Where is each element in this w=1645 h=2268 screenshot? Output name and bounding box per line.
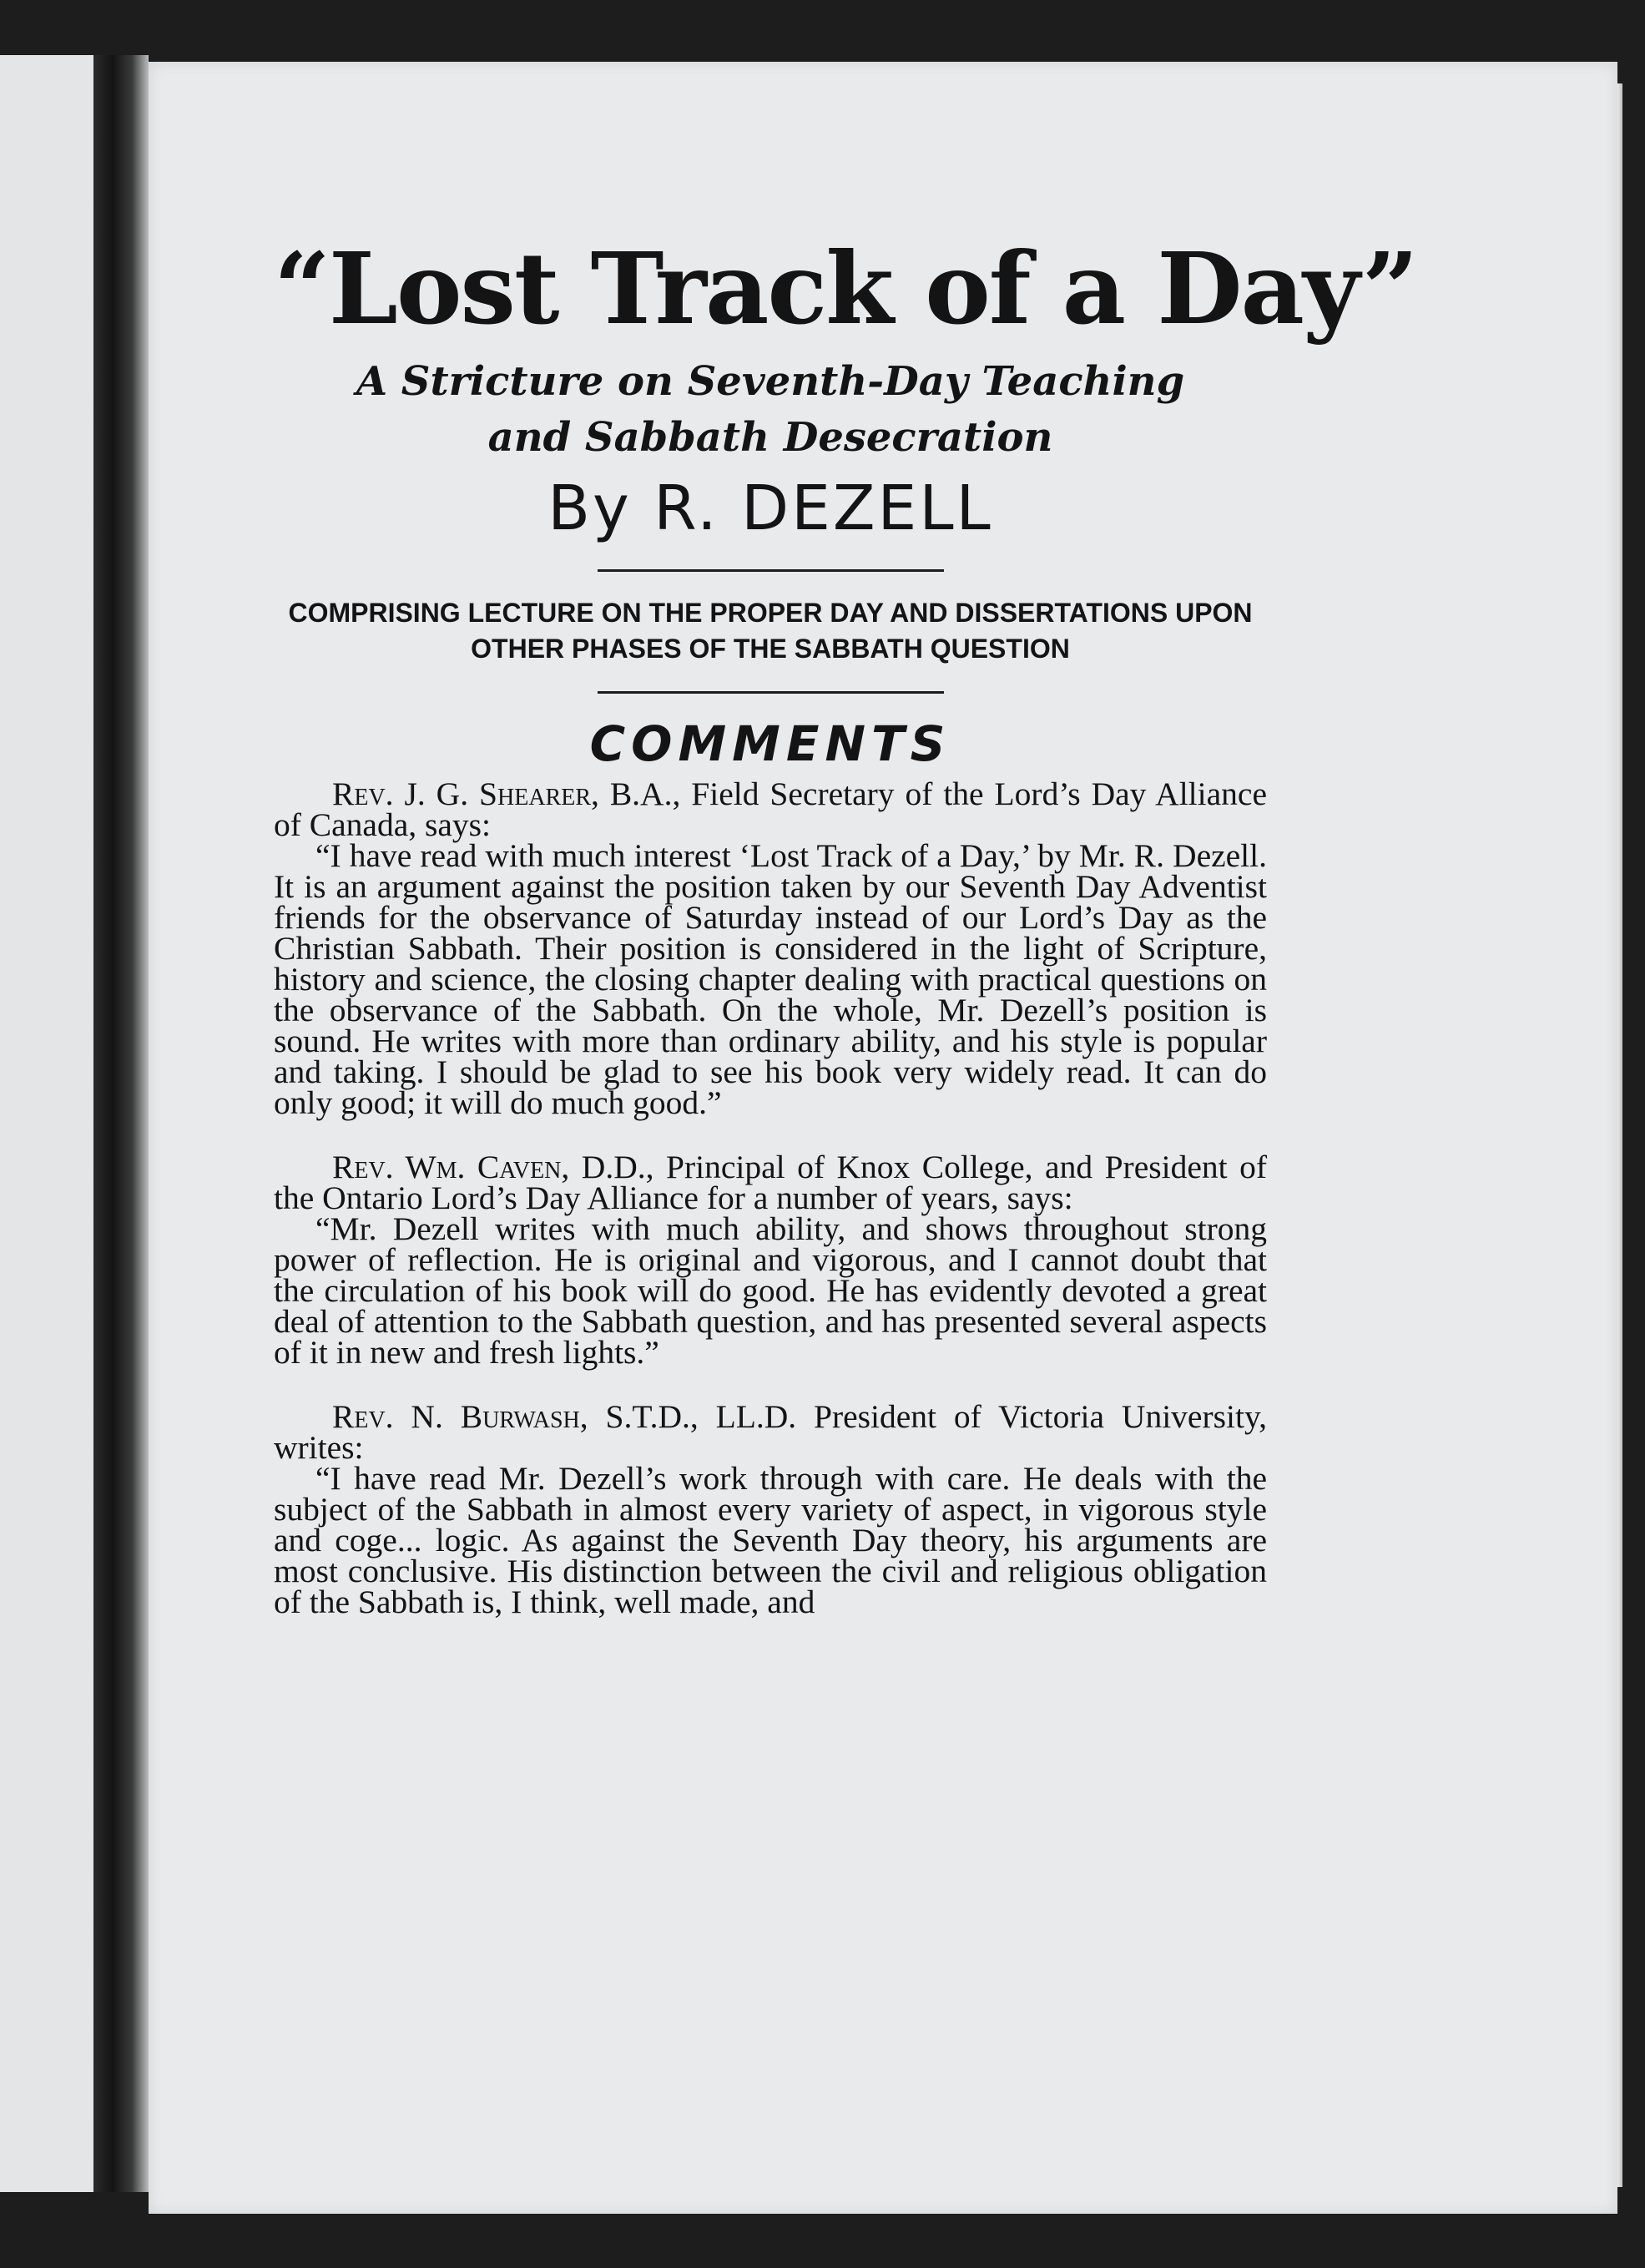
comment-author: Rev. J. G. Shearer (332, 775, 591, 812)
divider-rule (598, 569, 944, 572)
book-title: “Lost Track of a Day” (274, 230, 1417, 346)
book-subtitle: A Stricture on Seventh-Day Teaching and Sabbath Desecration (356, 357, 1185, 462)
book-gutter (93, 55, 149, 2192)
divider-rule (598, 691, 944, 694)
comment-attribution (274, 1397, 1268, 1466)
comment-block (274, 1148, 1268, 1371)
facing-page-edge (0, 55, 93, 2192)
comment-attribution (274, 1148, 1268, 1216)
comment-credentials: , D.D., Principal of Knox College, and President of the Ontario Lord’s Day Alliance for a number of years, says: (274, 1148, 1268, 1216)
comments-heading: COMMENTS (589, 715, 951, 772)
comment-attribution (274, 775, 1267, 843)
comment-credentials: , B.A., Field Secretary of the Lord’s Day Alliance of Canada, says: (274, 775, 1267, 843)
comment-quote: “I have read with much interest ‘Lost Track of a Day,’ by Mr. R. Dezell. It is an argument against the position taken by our Seventh Day Adventist friends for the observance of Saturday instead of our Lord’s Day as the Christian Sabbath. Their position is considered in the light of Scripture, history and science, the closing chapter dealing with practical questions on the observance of the Sabbath. On the whole, Mr. Dezell’s position is sound. He writes with more than ordinary ability, and his style is popular and taking. I should be glad to see his book very widely read. It can do only good; it will do much good.” (274, 836, 1267, 1121)
comment-block (274, 775, 1267, 1121)
page-content (274, 230, 1417, 1620)
book-page (149, 62, 1617, 2214)
comment-quote: “Mr. Dezell writes with much ability, and shows throughout strong power of reflection. He is original and vigorous, and I cannot doubt that the circulation of his book will do good. He has evidently devoted a great deal of attention to the Sabbath question, and has presented several aspects of it in new and fresh lights.” (274, 1210, 1267, 1371)
comment-credentials: , S.T.D., LL.D. President of Victoria University, writes: (274, 1397, 1268, 1466)
comment-author: Rev. N. Burwash (332, 1397, 580, 1435)
comment-author: Rev. Wm. Caven (332, 1148, 562, 1185)
contents-description: COMPRISING LECTURE ON THE PROPER DAY AND DISSERTATIONS UPON OTHER PHASES OF THE SABBATH QUESTION (288, 598, 1253, 664)
author-byline: By R. DEZELL (547, 472, 993, 545)
comment-block (274, 1397, 1268, 1620)
comment-quote: “I have read Mr. Dezell’s work through with care. He deals with the subject of the Sabbath in almost every variety of aspect, in vigorous style and coge... logic. As against the Seventh Day theory, his arguments are most conclusive. His distinction between the civil and religious obligation of the Sabbath is, I think, well made, and (274, 1459, 1267, 1620)
